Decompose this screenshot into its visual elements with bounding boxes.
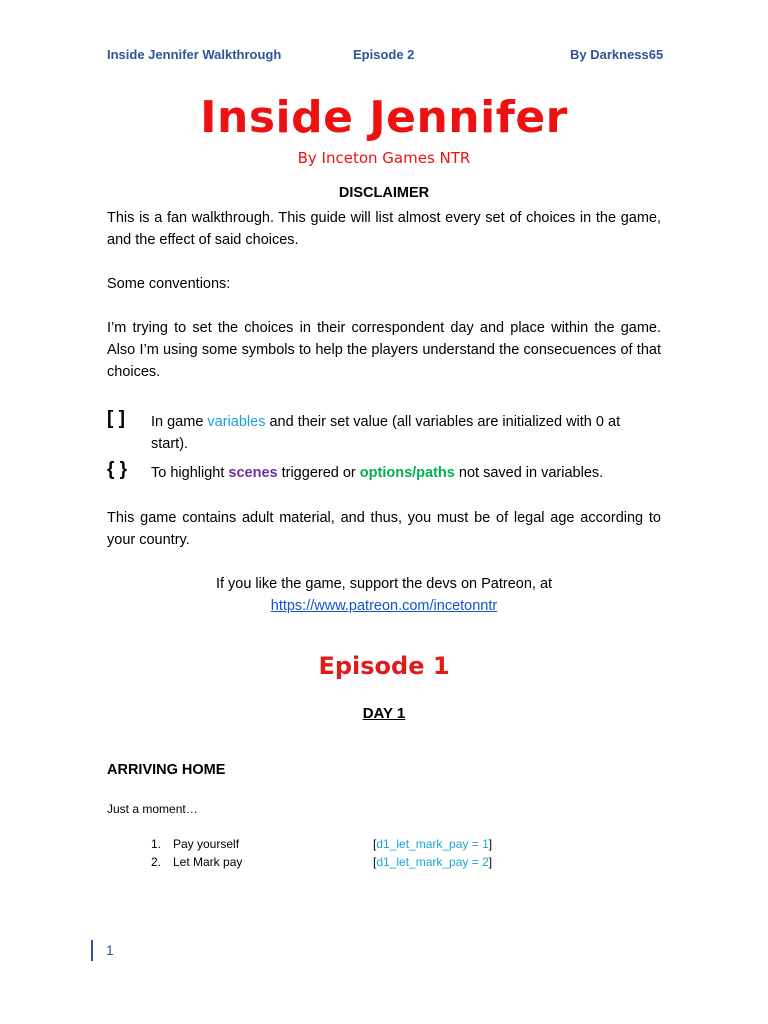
header-left: Inside Jennifer Walkthrough [107,47,282,62]
section-heading: ARRIVING HOME [107,762,226,778]
day-heading: DAY 1 [362,705,406,722]
support-link-row [0,595,768,617]
brackets-symbol: [ ] [107,408,125,429]
patreon-link[interactable]: https://www.patreon.com/incetonntr [270,598,498,614]
options-highlight: options/paths [359,465,455,481]
document-title: Inside Jennifer [200,92,568,143]
brackets-description: In game variables and their set value (all variables are initialized with 0 at start). [151,414,621,452]
disclaimer-heading: DISCLAIMER [338,185,430,201]
disclaimer-paragraph: This is a fan walkthrough. This guide will list almost every set of choices in the game, and the effect of said choices. [107,210,661,248]
intro-text: Just a moment… [107,802,198,816]
choice-variable: [d1_let_mark_pay = 2] [373,855,493,869]
scenes-highlight: scenes [228,465,278,481]
adult-notice: This game contains adult material, and thus, you must be of legal age according to your country. [107,510,661,548]
braces-description: To highlight scenes triggered or options/paths not saved in variables. [151,465,604,481]
conventions-paragraph: I’m trying to set the choices in their correspondent day and place within the game. Also I’m using some symbols to help the players understand the consecuences of that choices. [107,320,661,380]
choice-variable: [d1_let_mark_pay = 1] [373,837,493,851]
braces-symbol: { } [107,459,128,480]
choice-number: 1. [151,837,162,851]
choice-label: Pay yourself [173,837,240,851]
support-text: If you like the game, support the devs on Patreon, at [215,576,553,592]
choice-label: Let Mark pay [173,855,243,869]
header-right: By Darkness65 [570,47,664,62]
variables-highlight: variables [207,414,266,430]
conventions-label: Some conventions: [107,276,231,292]
page-number: 1 [106,942,114,958]
choice-number: 2. [151,855,162,869]
page-number-bar [91,940,93,961]
document-subtitle: By Inceton Games NTR [297,149,471,167]
episode-heading: Episode 1 [318,652,450,680]
header-center: Episode 2 [353,47,415,62]
